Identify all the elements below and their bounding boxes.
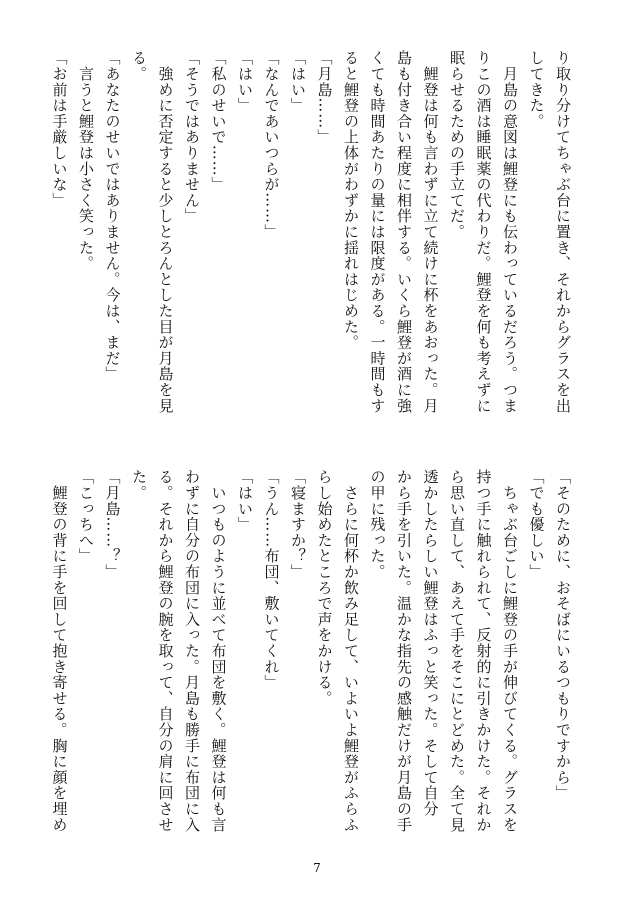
text-line: る。 [130,50,148,82]
text-line: 「なんであいつらが……」 [262,50,281,240]
text-line: 「そうではありません」 [183,50,201,224]
text-line: 鯉登は何も言わずに立て続けに杯をあおった。月 [421,50,440,414]
text-line: 「でも優しい」 [527,469,546,580]
text-line: いつものように並べて布団を敷く。鯉登は何も言 [209,469,228,833]
text-line: 言うと鯉登は小さく笑った。 [77,50,95,272]
text-line: 「お前は手厳しいな」 [50,50,69,208]
text-line: 「私のせいで……」 [209,50,228,193]
text-block-lower [46,469,576,864]
text-line: 「はい」 [289,50,307,114]
text-line: 島も付き合い程度に相伴する。いくら鯉登が酒に強 [395,50,413,414]
text-line: りこの酒は睡眠薬の代わりだ。鯉登を何も考えずに [474,50,493,414]
page-number: 7 [313,861,321,875]
text-line: 「月島……」 [315,50,334,145]
text-line: 眠らせるための手立てだ。 [448,50,466,240]
text-line: 強めに否定すると少しとろんとした目が月島を見 [156,50,175,414]
text-line: た。 [130,469,148,501]
text-block-upper [46,50,576,445]
text-line: くても時間あたりの量には限度がある。一時間もす [368,50,387,414]
text-line: 持つ手に触れられて、反射的に引きかけた。それか [474,469,493,833]
text-line: 「うん……布団、敷いてくれ」 [262,469,281,691]
text-line: 「こっちへ」 [77,469,95,564]
text-line: ると鯉登の上体がわずかに揺れはじめた。 [342,50,360,351]
text-line: ら思い直して、あえて手をそこにとどめた。全て見 [448,469,466,833]
text-line: 「はい」 [236,469,254,533]
text-line: 鯉登の背に手を回して抱き寄せる。胸に顔を埋め [50,469,69,833]
text-line: わずに自分の布団に入った。月島も勝手に布団に入 [183,469,201,833]
text-line: り取り分けてちゃぶ台に置き、それからグラスを出 [554,50,572,414]
text-line: 「寝ますか？」 [289,469,307,580]
text-line: る。それから鯉登の腕を取って、自分の肩に回させ [156,469,175,833]
text-line: らし始めたところで声をかける。 [315,469,334,706]
text-line: 「あなたのせいではありません。今は、まだ」 [103,50,122,382]
text-line: 透かしたらしい鯉登はふっと笑った。そして自分 [421,469,440,817]
text-line: から手を引いた。温かな指先の感触だけが月島の手 [395,469,413,833]
text-line: 「そのために、おそばにいるつもりですから」 [554,469,572,801]
text-line: さらに何杯か飲み足して、いよいよ鯉登がふらふ [342,469,360,833]
text-line: ちゃぶ台ごしに鯉登の手が伸びてくる。グラスを [501,469,519,833]
text-line: してきた。 [527,50,546,129]
text-line: 「はい」 [236,50,254,114]
text-line: の甲に残った。 [368,469,387,580]
text-line: 月島の意図は鯉登にも伝わっているだろう。つま [501,50,519,414]
text-line: 「月島……？」 [103,469,122,580]
